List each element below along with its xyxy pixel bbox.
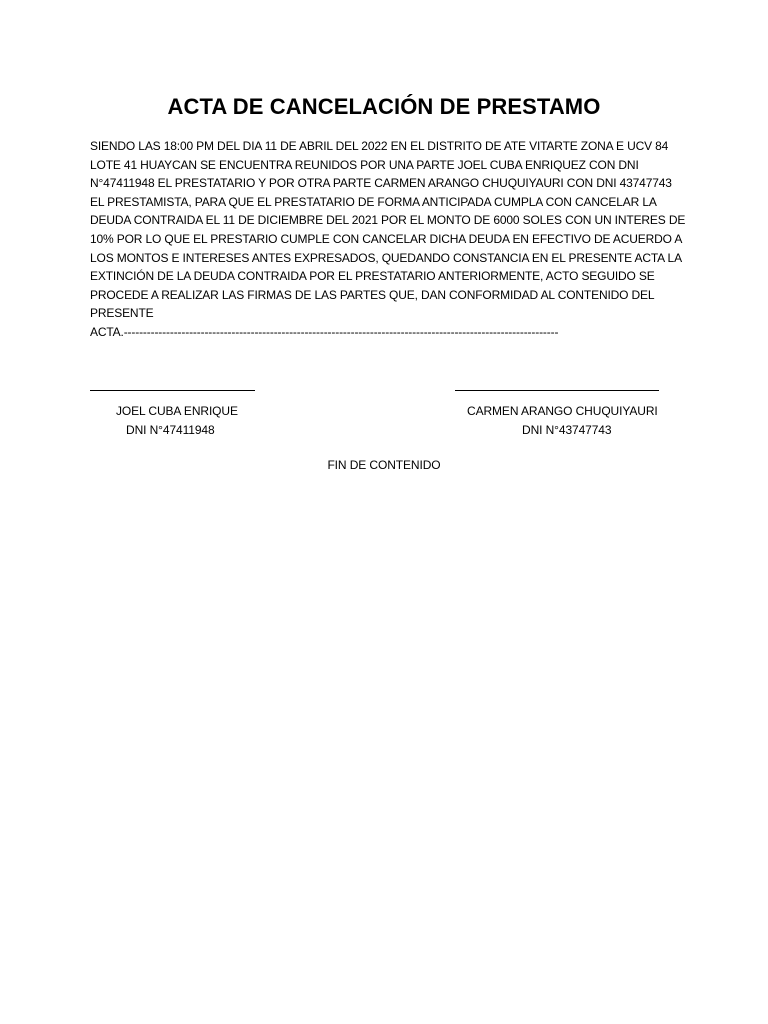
signatory-name-left: JOEL CUBA ENRIQUE — [116, 404, 238, 418]
body-line: EXTINCIÓN DE LA DEUDA CONTRAIDA POR EL PRESTATARIO ANTERIORMENTE, ACTO SEGUIDO SE — [90, 269, 655, 284]
signatory-dni-left: DNI N°47411948 — [126, 423, 215, 437]
body-line: N°47411948 EL PRESTATARIO Y POR OTRA PARTE CARMEN ARANGO CHUQUIYAURI CON DNI 43747743 — [90, 176, 672, 191]
body-line: ACTA.----------------------------------------------------------------------------------------------------------------- — [90, 324, 559, 339]
document-body — [90, 137, 690, 342]
body-line: PROCEDE A REALIZAR LAS FIRMAS DE LAS PARTES QUE, DAN CONFORMIDAD AL CONTENIDO DEL — [90, 287, 655, 302]
body-line: LOTE 41 HUAYCAN SE ENCUENTRA REUNIDOS POR UNA PARTE JOEL CUBA ENRIQUEZ CON DNI — [90, 157, 639, 172]
signature-line-right — [455, 390, 659, 391]
body-line: 10% POR LO QUE EL PRESTARIO CUMPLE CON CANCELAR DICHA DEUDA EN EFECTIVO DE ACUERDO A — [90, 231, 683, 246]
body-line: DEUDA CONTRAIDA EL 11 DE DICIEMBRE DEL 2021 POR EL MONTO DE 6000 SOLES CON UN INTERES DE — [90, 213, 686, 228]
body-line: SIENDO LAS 18:00 PM DEL DIA 11 DE ABRIL DEL 2022 EN EL DISTRITO DE ATE VITARTE ZONA E UCV 84 — [90, 139, 669, 153]
end-of-content-label: FIN DE CONTENIDO — [327, 458, 441, 472]
body-line: EL PRESTAMISTA, PARA QUE EL PRESTATARIO DE FORMA ANTICIPADA CUMPLA CON CANCELAR LA — [90, 194, 657, 209]
signatory-dni-right: DNI N°43747743 — [522, 423, 612, 437]
body-line: PRESENTE — [90, 306, 154, 321]
signature-line-left — [90, 390, 255, 391]
document-title: ACTA DE CANCELACIÓN DE PRESTAMO — [167, 94, 601, 119]
body-line: LOS MONTOS E INTERESES ANTES EXPRESADOS, QUEDANDO CONSTANCIA EN EL PRESENTE ACTA LA — [90, 250, 682, 265]
signatory-name-right: CARMEN ARANGO CHUQUIYAURI — [467, 404, 658, 418]
